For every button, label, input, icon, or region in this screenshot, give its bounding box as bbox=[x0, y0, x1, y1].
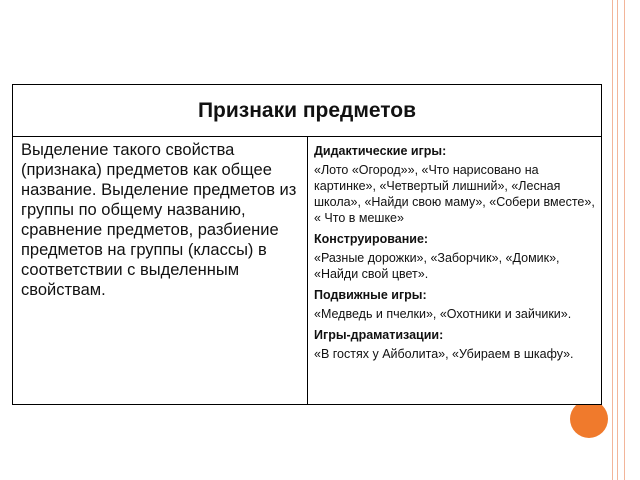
section-heading-didactic: Дидактические игры: bbox=[314, 144, 447, 158]
section-text-didactic: «Лото «Огород»», «Что нарисовано на картинке», «Четвертый лишний», «Лесная школа», «Найди свою маму», «Собери вместе», « Что в мешке» bbox=[314, 163, 595, 225]
decorative-line bbox=[624, 0, 625, 480]
features-table bbox=[12, 84, 602, 405]
table-header bbox=[13, 85, 601, 137]
decorative-circle bbox=[570, 400, 608, 438]
section-text-dramatization: «В гостях у Айболита», «Убираем в шкафу». bbox=[314, 347, 574, 361]
section-heading-construction: Конструирование: bbox=[314, 232, 429, 246]
section-heading-dramatization: Игры-драматизации: bbox=[314, 328, 444, 342]
decorative-line bbox=[612, 0, 613, 480]
description-cell: Выделение такого свойства (признака) предметов как общее название. Выделение предметов из группы по общему названию, сравнение предметов, разбиение предметов на группы (классы) в соответствии с выделенным свойствам. bbox=[21, 141, 297, 299]
section-text-outdoor: «Медведь и пчелки», «Охотники и зайчики». bbox=[314, 307, 572, 321]
section-text-construction: «Разные дорожки», «Заборчик», «Домик», «Найди свой цвет». bbox=[314, 251, 560, 281]
table-title: Признаки предметов bbox=[197, 98, 417, 122]
column-divider bbox=[307, 137, 308, 404]
activities-cell bbox=[314, 143, 598, 367]
section-heading-outdoor: Подвижные игры: bbox=[314, 288, 427, 302]
decorative-line bbox=[617, 0, 618, 480]
